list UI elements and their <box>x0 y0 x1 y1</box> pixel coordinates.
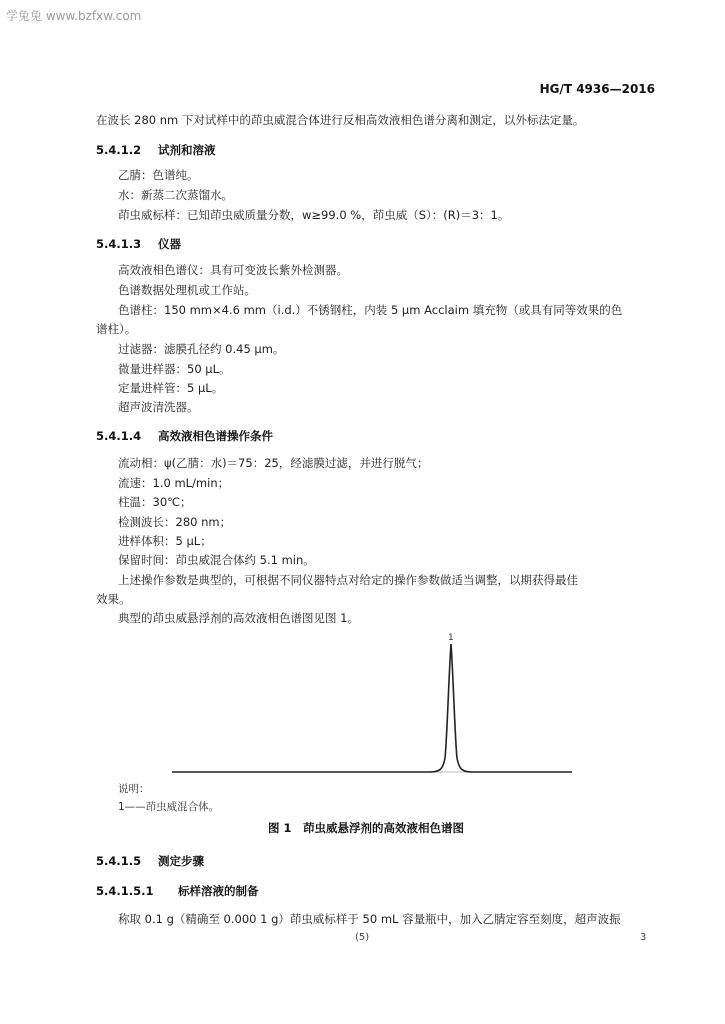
instrument-item: 微量进样器：50 μL。 <box>118 362 231 376</box>
intro-paragraph: 在波长 280 nm 下对试样中的茚虫威混合体进行反相高效液相色谱分离和测定，以外标法定量。 <box>96 113 585 127</box>
section-5415-heading <box>96 853 204 869</box>
figure-note-item: 1——茚虫威混合体。 <box>118 801 220 813</box>
section-number: 5.4.1.3 <box>96 237 142 251</box>
section-title: 试剂和溶液 <box>158 143 216 157</box>
condition-item: 流动相：ψ(乙腈：水)＝75：25，经滤膜过滤，并进行脱气； <box>118 456 429 470</box>
reagent-item: 水：新蒸二次蒸馏水。 <box>118 188 233 202</box>
instrument-item: 色谱数据处理机或工作站。 <box>118 283 256 297</box>
instrument-item: 高效液相色谱仪：具有可变波长紫外检测器。 <box>118 263 348 277</box>
section-title: 测定步骤 <box>158 854 204 868</box>
section-number: 5.4.1.2 <box>96 143 142 157</box>
section-5413-heading <box>96 236 181 252</box>
section-title: 仪器 <box>158 237 181 251</box>
condition-item: 进样体积：5 μL； <box>118 534 212 548</box>
standard-id: HG/T 4936—2016 <box>539 82 655 96</box>
condition-item: 柱温：30℃； <box>118 495 192 509</box>
watermark: 学兔兔 www.bzfxw.com <box>6 9 142 23</box>
peak-label: 1 <box>448 633 454 643</box>
condition-item: 流速：1.0 mL/min； <box>118 476 230 490</box>
condition-item: 效果。 <box>96 592 131 606</box>
instrument-item: 色谱柱：150 mm×4.6 mm（i.d.）不锈钢柱，内装 5 μm Acclaim 填充物（或具有同等效果的色 <box>118 303 623 317</box>
instrument-item: 过滤器：滤膜孔径约 0.45 μm。 <box>118 342 285 356</box>
figure-caption: 图 1 茚虫威悬浮剂的高效液相色谱图 <box>268 821 465 835</box>
chromatogram-trace <box>172 644 572 772</box>
reagent-item: 茚虫威标样：已知茚虫威质量分数，w≥99.0 %，茚虫威（S）：(R)＝3：1。 <box>118 208 510 222</box>
instrument-item: 定量进样管：5 μL。 <box>118 381 224 395</box>
section-5414-heading <box>96 428 273 444</box>
reagent-item: 乙腈：色谱纯。 <box>118 168 199 182</box>
chromatogram <box>160 630 580 780</box>
section-number: 5.4.1.5 <box>96 854 142 868</box>
condition-item: 保留时间：茚虫威混合体约 5.1 min。 <box>118 553 315 567</box>
last-paragraph: 称取 0.1 g（精确至 0.000 1 g）茚虫威标样于 50 mL 容量瓶中，加入乙腈定容至刻度，超声波振 <box>118 912 621 926</box>
section-title: 标样溶液的制备 <box>178 884 259 898</box>
section-54151-heading <box>96 883 259 899</box>
section-title: 高效液相色谱操作条件 <box>158 429 273 443</box>
section-5412-heading <box>96 142 216 158</box>
condition-item: 典型的茚虫威悬浮剂的高效液相色谱图见图 1。 <box>118 611 359 625</box>
condition-item: 检测波长：280 nm； <box>118 515 232 529</box>
page-code: (5) <box>355 932 370 943</box>
instrument-item: 超声波清洗器。 <box>118 400 199 414</box>
section-number: 5.4.1.4 <box>96 429 142 443</box>
page-number: 3 <box>640 932 647 943</box>
instrument-item: 谱柱）。 <box>96 322 137 336</box>
condition-item: 上述操作参数是典型的，可根据不同仪器特点对给定的操作参数做适当调整，以期获得最佳 <box>118 573 578 587</box>
figure-note-title: 说明： <box>118 783 150 795</box>
section-number: 5.4.1.5.1 <box>96 884 154 898</box>
